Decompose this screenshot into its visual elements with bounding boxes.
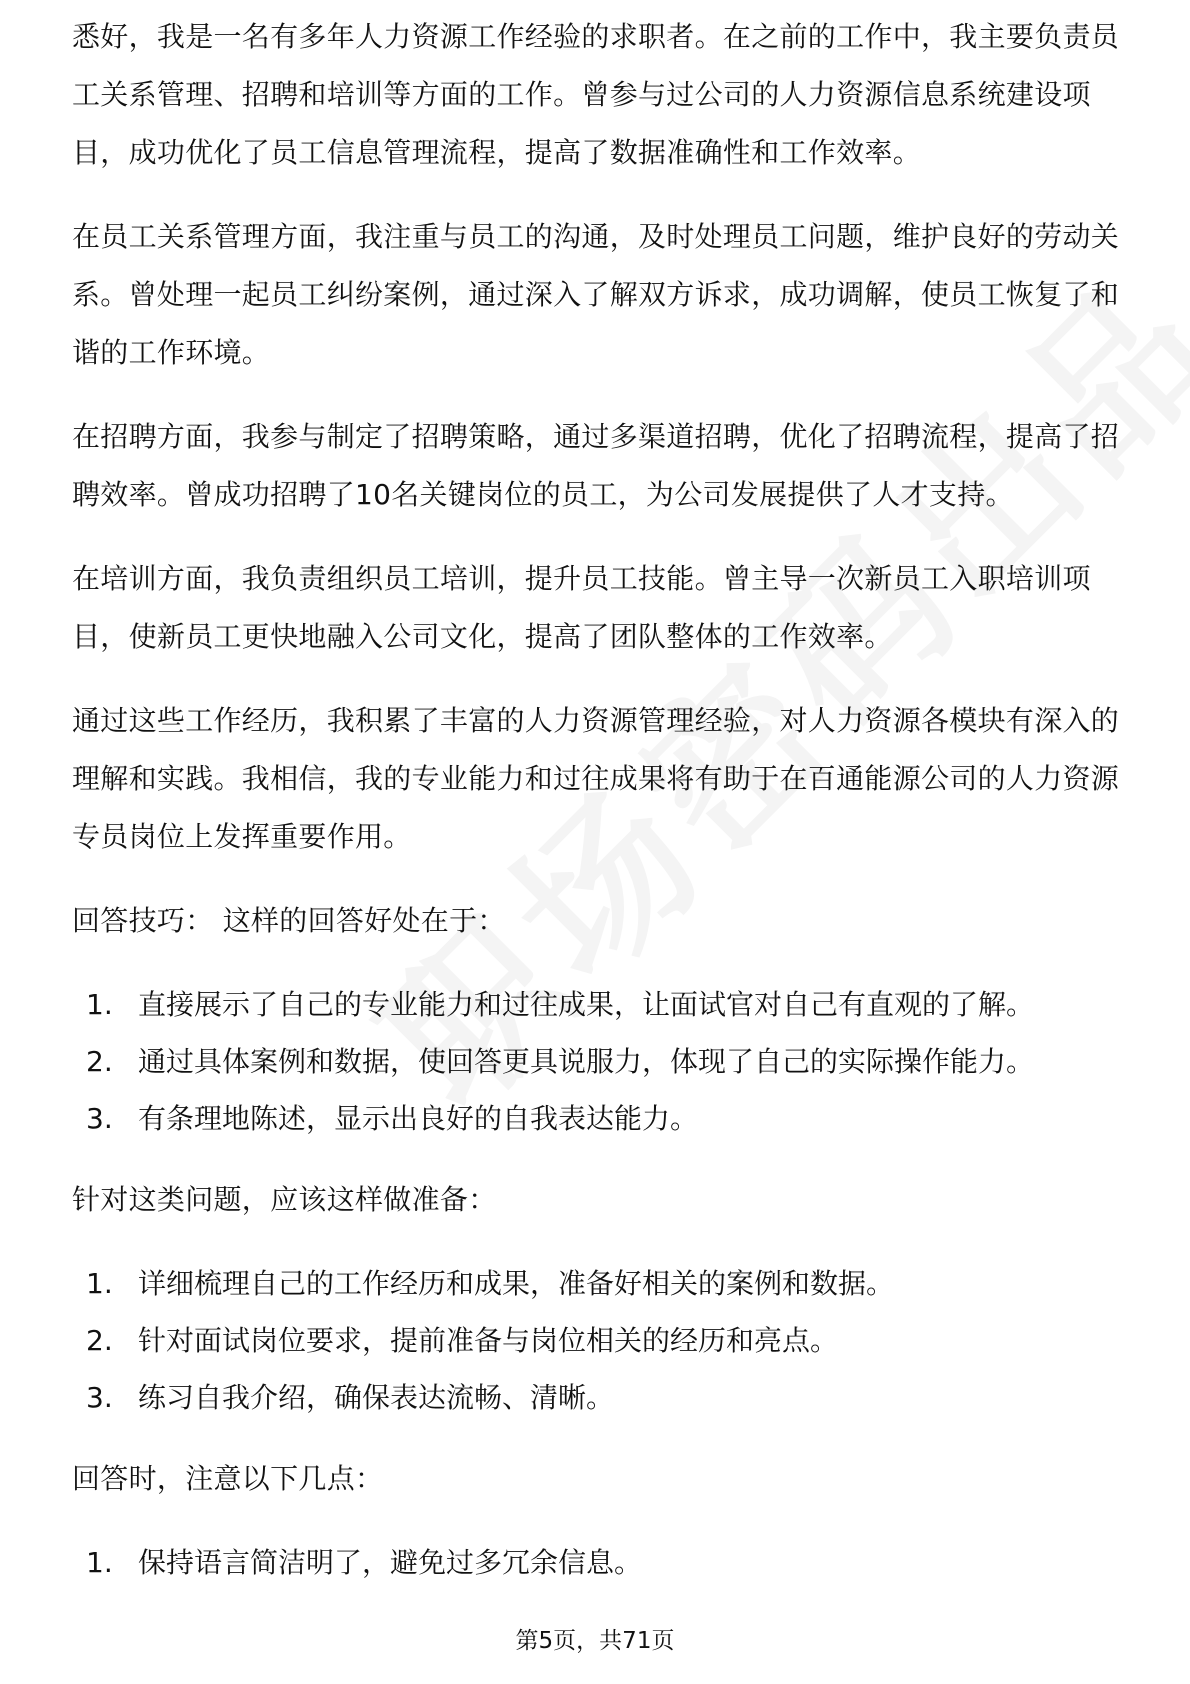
list-item xyxy=(72,1534,1122,1591)
list-item xyxy=(72,1090,1122,1147)
prep-heading: 针对这类问题，应该这样做准备： xyxy=(72,1183,497,1216)
list-item xyxy=(72,1369,1122,1426)
tips-heading: 回答技巧： 这样的回答好处在于： xyxy=(72,904,506,937)
list-number: 1. xyxy=(86,988,113,1021)
list-item xyxy=(72,976,1122,1033)
prep-list xyxy=(72,1255,1122,1426)
notes-list xyxy=(72,1534,1122,1591)
list-number: 3. xyxy=(86,1102,113,1135)
list-number: 1. xyxy=(86,1267,113,1300)
list-number: 3. xyxy=(86,1381,113,1414)
paragraph-intro: 悉好，我是一名有多年人力资源工作经验的求职者。在之前的工作中，我主要负责员工关系管理、招聘和培训等方面的工作。曾参与过公司的人力资源信息系统建设项目，成功优化了员工信息管理流程，提高了数据准确性和工作效率。 xyxy=(72,20,1120,169)
list-item xyxy=(72,1312,1122,1369)
list-number: 1. xyxy=(86,1546,113,1579)
paragraph-recruitment: 在招聘方面，我参与制定了招聘策略，通过多渠道招聘，优化了招聘流程，提高了招聘效率。曾成功招聘了10名关键岗位的员工，为公司发展提供了人才支持。 xyxy=(72,420,1120,511)
list-item xyxy=(72,1033,1122,1090)
list-text: 有条理地陈述，显示出良好的自我表达能力。 xyxy=(138,1102,699,1135)
list-text: 练习自我介绍，确保表达流畅、清晰。 xyxy=(138,1381,615,1414)
list-text: 通过具体案例和数据，使回答更具说服力，体现了自己的实际操作能力。 xyxy=(138,1045,1035,1078)
page-content xyxy=(72,22,1122,1615)
list-number: 2. xyxy=(86,1045,113,1078)
notes-heading: 回答时，注意以下几点： xyxy=(72,1462,384,1495)
paragraph-training: 在培训方面，我负责组织员工培训，提升员工技能。曾主导一次新员工入职培训项目，使新员工更快地融入公司文化，提高了团队整体的工作效率。 xyxy=(72,562,1091,653)
paragraph-summary: 通过这些工作经历，我积累了丰富的人力资源管理经验，对人力资源各模块有深入的理解和实践。我相信，我的专业能力和过往成果将有助于在百通能源公司的人力资源专员岗位上发挥重要作用。 xyxy=(72,704,1120,853)
list-text: 保持语言简洁明了，避免过多冗余信息。 xyxy=(138,1546,643,1579)
page-footer: 第5页，共71页 xyxy=(515,1628,675,1654)
list-text: 针对面试岗位要求，提前准备与岗位相关的经历和亮点。 xyxy=(138,1324,839,1357)
list-item xyxy=(72,1255,1122,1312)
paragraph-employee-relations: 在员工关系管理方面，我注重与员工的沟通，及时处理员工问题，维护良好的劳动关系。曾处理一起员工纠纷案例，通过深入了解双方诉求，成功调解，使员工恢复了和谐的工作环境。 xyxy=(72,220,1120,369)
list-text: 直接展示了自己的专业能力和过往成果，让面试官对自己有直观的了解。 xyxy=(138,988,1035,1021)
list-number: 2. xyxy=(86,1324,113,1357)
list-text: 详细梳理自己的工作经历和成果，准备好相关的案例和数据。 xyxy=(138,1267,895,1300)
tips-list xyxy=(72,976,1122,1147)
